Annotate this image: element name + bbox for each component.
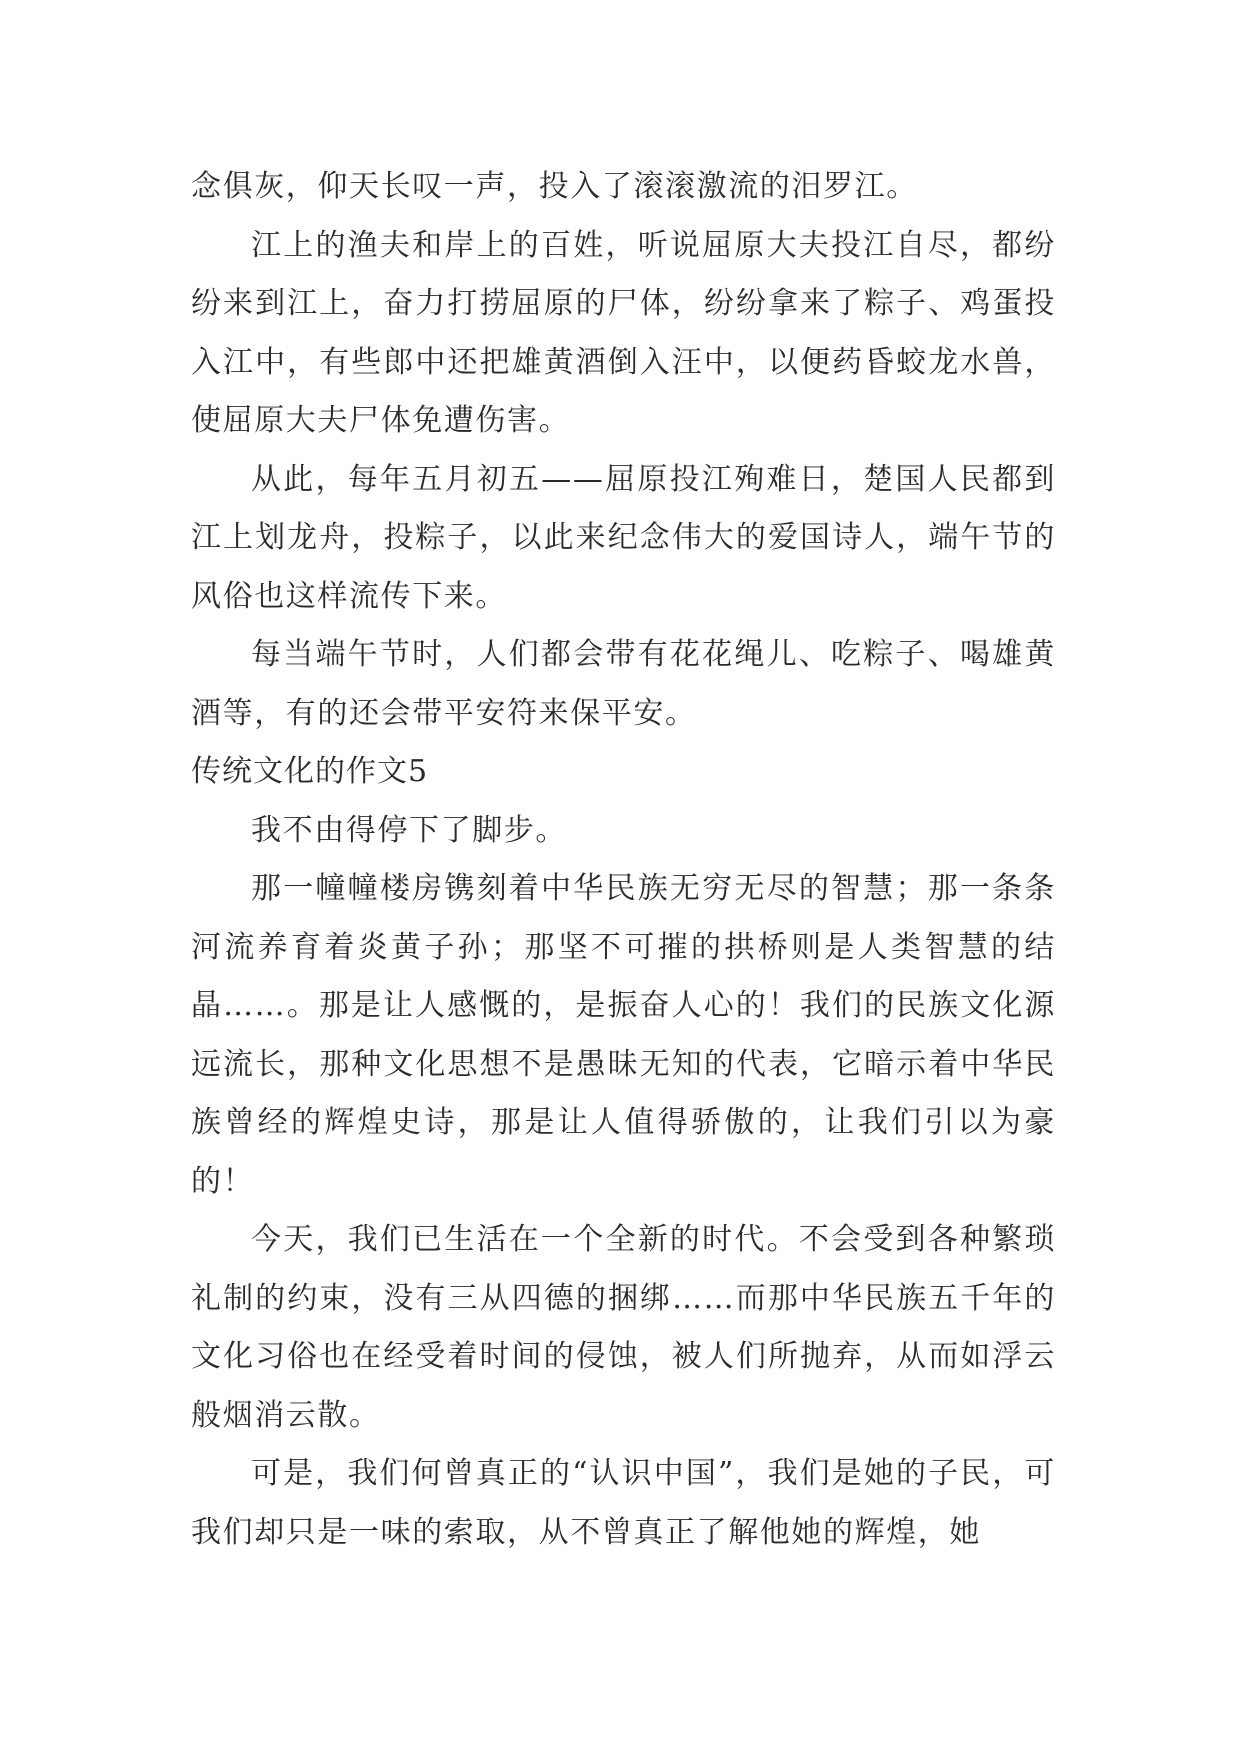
paragraph-know-china: 可是，我们何曾真正的“认识中国”，我们是她的子民，可我们却只是一味的索取，从不曾真正了解他她的辉煌，她	[191, 1456, 1056, 1550]
essay-title: 传统文化的作文5	[191, 754, 429, 789]
paragraph-new-era: 今天，我们已生活在一个全新的时代。不会受到各种繁琐礼制的约束，没有三从四德的捆绑……而那中华民族五千年的文化习俗也在经受着时间的侵蚀，被人们所抛弃，从而如浮云般烟消云散。	[191, 1222, 1056, 1433]
paragraph-fishermen: 江上的渔夫和岸上的百姓，听说屈原大夫投江自尽，都纷纷来到江上，奋力打捞屈原的尸体，纷纷拿来了粽子、鸡蛋投入江中，有些郎中还把雄黄酒倒入汪中，以便药昏蛟龙水兽，使屈原大夫尸体免遭伤害。	[191, 227, 1056, 438]
paragraph-stopped: 我不由得停下了脚步。	[251, 812, 567, 848]
paragraph-dragon-boat: 从此，每年五月初五——屈原投江殉难日，楚国人民都到江上划龙舟，投粽子，以此来纪念伟大的爱国诗人，端午节的风俗也这样流传下来。	[191, 461, 1056, 614]
paragraph-wisdom: 那一幢幢楼房镌刻着中华民族无穷无尽的智慧；那一条条河流养育着炎黄子孙；那坚不可摧的拱桥则是人类智慧的结晶……。那是让人感慨的，是振奋人心的！我们的民族文化源远流长，那种文化思想不是愚昧无知的代表，它暗示着中华民族曾经的辉煌史诗，那是让人值得骄傲的，让我们引以为豪的！	[191, 871, 1056, 1199]
paragraph-customs: 每当端午节时，人们都会带有花花绳儿、吃粽子、喝雄黄酒等，有的还会带平安符来保平安。	[191, 637, 1056, 731]
document-body	[191, 158, 1056, 1562]
paragraph-continuation: 念俱灰，仰天长叹一声，投入了滚滚激流的汨罗江。	[191, 169, 918, 204]
